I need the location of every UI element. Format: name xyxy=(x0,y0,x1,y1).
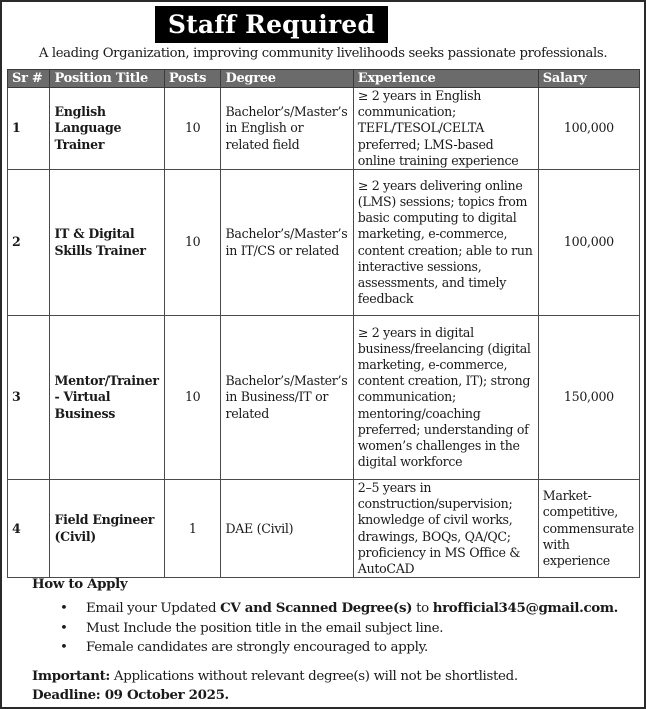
table-row xyxy=(8,170,640,316)
cell-degree: Bachelor’s/Master’s in English or related field xyxy=(221,88,353,170)
bullet-text: to xyxy=(412,601,433,616)
cell-position: IT & Digital Skills Trainer xyxy=(50,170,164,316)
table-row xyxy=(8,88,640,170)
list-item: • Female candidates are strongly encouraged to apply. xyxy=(86,638,618,658)
cell-salary: 100,000 xyxy=(538,170,639,316)
apply-instructions-list xyxy=(32,599,618,658)
cell-sr: 4 xyxy=(8,480,50,578)
table-row xyxy=(8,480,640,578)
column-header-posts: Posts xyxy=(164,70,221,88)
cell-salary: 100,000 xyxy=(538,88,639,170)
cell-position: English Language Trainer xyxy=(50,88,164,170)
required-documents: CV and Scanned Degree(s) xyxy=(220,600,413,616)
cell-experience: ≥ 2 years delivering online (LMS) sessions; topics from basic computing to digital marketing, e-commerce, content creation; able to run interactive sessions, assessments, and timely feedback xyxy=(353,170,538,316)
cell-experience: ≥ 2 years in digital business/freelancing (digital marketing, e-commerce, content creation, IT); strong communication; mentoring/coaching preferred; understanding of women’s challenges in the digital workforce xyxy=(353,316,538,480)
cell-degree: Bachelor’s/Master’s in Business/IT or related xyxy=(221,316,353,480)
column-header-sr: Sr # xyxy=(8,70,50,88)
column-header-experience: Experience xyxy=(353,70,538,88)
cell-degree: Bachelor’s/Master’s in IT/CS or related xyxy=(221,170,353,316)
important-text: Applications without relevant degree(s) will not be shortlisted. xyxy=(110,668,518,684)
deadline: Deadline: 09 October 2025. xyxy=(32,686,229,703)
cell-posts: 10 xyxy=(164,88,221,170)
cell-salary: Market-competitive, commensurate with experience xyxy=(538,480,639,578)
cell-posts: 1 xyxy=(164,480,221,578)
table-header-row xyxy=(8,70,640,88)
cell-position: Mentor/Trainer - Virtual Business xyxy=(50,316,164,480)
list-item: • Must Include the position title in the email subject line. xyxy=(86,619,618,639)
cell-salary: 150,000 xyxy=(538,316,639,480)
cell-sr: 2 xyxy=(8,170,50,316)
column-header-degree: Degree xyxy=(221,70,353,88)
important-note xyxy=(32,667,618,686)
how-to-apply-heading: How to Apply xyxy=(32,576,128,592)
cell-experience: ≥ 2 years in English communication; TEFL/TESOL/CELTA preferred; LMS-based online training experience xyxy=(353,88,538,170)
list-item xyxy=(86,599,618,619)
cell-posts: 10 xyxy=(164,316,221,480)
column-header-salary: Salary xyxy=(538,70,639,88)
table-row xyxy=(8,316,640,480)
how-to-apply-section xyxy=(32,575,618,705)
page-title: Staff Required xyxy=(155,6,388,43)
cell-sr: 3 xyxy=(8,316,50,480)
cell-position: Field Engineer (Civil) xyxy=(50,480,164,578)
cell-posts: 10 xyxy=(164,170,221,316)
tagline: A leading Organization, improving community livelihoods seeks passionate professionals. xyxy=(38,46,608,61)
contact-email[interactable]: hrofficial345@gmail.com. xyxy=(432,600,618,616)
positions-table xyxy=(7,69,640,578)
column-header-position: Position Title xyxy=(50,70,164,88)
bullet-text: Email your Updated xyxy=(86,601,221,616)
important-label: Important: xyxy=(32,667,111,684)
cell-experience: 2–5 years in construction/supervision; knowledge of civil works, drawings, BOQs, QA/QC; proficiency in MS Office & AutoCAD xyxy=(353,480,538,578)
cell-sr: 1 xyxy=(8,88,50,170)
cell-degree: DAE (Civil) xyxy=(221,480,353,578)
